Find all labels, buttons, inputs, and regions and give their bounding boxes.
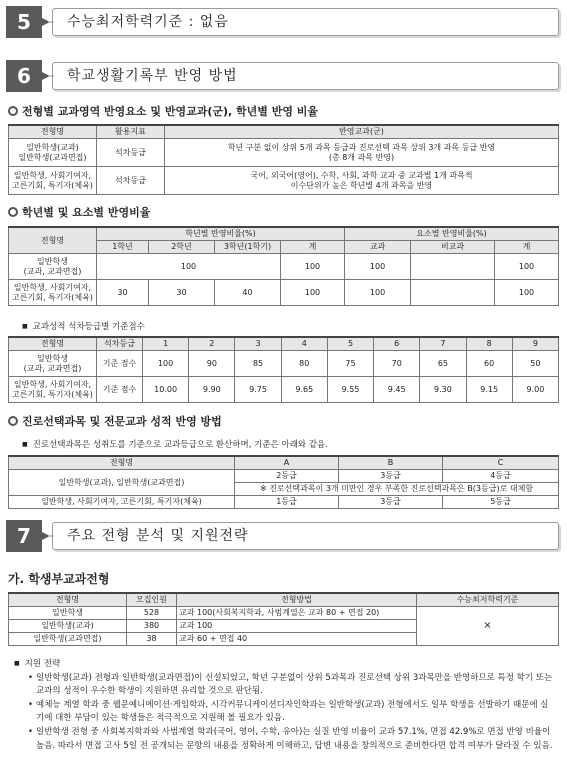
- cell: 9.90: [189, 377, 235, 403]
- cell: 일반학생(교과면접): [9, 633, 127, 646]
- ring-icon: [8, 207, 18, 217]
- col-header: 학년별 반영비율(%): [97, 227, 345, 241]
- subheading-text: 진로선택과목 및 전문교과 성적 반영 방법: [22, 415, 222, 428]
- col-header: C: [443, 456, 559, 470]
- cell: 일반학생, 사회기여자, 고른기회, 특기자(체육): [9, 280, 97, 306]
- col-header: 6: [374, 337, 420, 351]
- cell: 9.75: [235, 377, 281, 403]
- list-item: • 일반학생(교과) 전형과 일반학생(교과면접)이 신설되었고, 학년 구분없이 상위 5과목과 진로선택 상위 3과목만을 반영하므로 특정 학기 또는 교과의 성적이 우수한 학생이 지원하면 유리할 것으로 판단됨.: [28, 672, 554, 699]
- cell: 2등급: [235, 470, 339, 483]
- cell: 일반학생, 사회기여자, 고른기회, 특기자(체육): [9, 496, 235, 509]
- section-title: 주요 전형 분석 및 지원전략: [52, 522, 559, 550]
- col-header: 3: [235, 337, 281, 351]
- col-header: 4: [281, 337, 327, 351]
- cell: 100: [345, 254, 411, 280]
- col-header: 3학년(1학기): [215, 241, 281, 254]
- cell: 일반학생(교과) 일반학생(교과면접): [9, 139, 97, 167]
- cell: 65: [420, 351, 466, 377]
- cell: 3등급: [339, 496, 443, 509]
- cell: 일반학생 (교과, 교과면접): [9, 254, 97, 280]
- note-1: ■ 교과성적 석차등급별 기준점수: [22, 320, 145, 332]
- col-header: 9: [512, 337, 558, 351]
- cell: 일반학생(교과): [9, 620, 127, 633]
- cell: 100: [143, 351, 189, 377]
- list-item: • 일반학생 전형 중 사회복지학과와 사범계열 학과(국어, 영어, 수학, 유아)는 실질 반영 비율이 교과 57.1%, 면접 42.9%로 면접 반영 비율이 높음. 따라서 면접 고사 5일 전 공개되는 문항의 내용을 정확하게 이해하고, 답변 내용을 창의적으로 준비한다면 합격 여부가 달라질 수 있음.: [28, 726, 554, 753]
- cell: 학년 구분 없이 상위 5개 과목 등급과 진로선택 과목 상위 3개 과목 등급 반영 (총 8개 과목 반영): [165, 139, 559, 167]
- subheading-1: [8, 103, 318, 119]
- cell: 9.00: [512, 377, 558, 403]
- cell: 교과 100(사회복지학과, 사범계열은 교과 80 + 면접 20): [177, 607, 417, 620]
- cell: 9.30: [420, 377, 466, 403]
- col-header: 5: [327, 337, 373, 351]
- cell: 교과 100: [177, 620, 417, 633]
- section-title: 학교생활기록부 반영 방법: [52, 62, 559, 90]
- section-number: 5: [6, 6, 42, 38]
- cell: 30: [149, 280, 215, 306]
- strategy-heading: ■ 지원 전략: [14, 658, 554, 672]
- cell: 5등급: [443, 496, 559, 509]
- cell: 100: [281, 280, 345, 306]
- heading-ga: 가. 학생부교과전형: [8, 572, 110, 586]
- col-header: A: [235, 456, 339, 470]
- cell: 380: [127, 620, 177, 633]
- table-career-subjects: [8, 455, 559, 509]
- cell: 기준 점수: [97, 377, 143, 403]
- cell: 100: [281, 254, 345, 280]
- cell: 기준 점수: [97, 351, 143, 377]
- cell: 75: [327, 351, 373, 377]
- note-2: ■ 진로선택과목은 성취도를 기준으로 교과등급으로 환산하며, 기준은 아래와 같음.: [22, 438, 328, 450]
- cell: 100: [495, 280, 559, 306]
- cell: 38: [127, 633, 177, 646]
- section-number: 7: [6, 520, 42, 552]
- cell: [411, 280, 495, 306]
- cell: 90: [189, 351, 235, 377]
- cell: [411, 254, 495, 280]
- col-header: 비교과: [411, 241, 495, 254]
- cell: 50: [512, 351, 558, 377]
- cell: ×: [417, 607, 559, 646]
- table-year-ratio: [8, 226, 559, 306]
- cell: 국어, 외국어(영어), 수학, 사회, 과학 교과 중 교과별 1개 과목씩 이수단위가 높은 학년별 4개 과목을 반영: [165, 167, 559, 195]
- cell: 4등급: [443, 470, 559, 483]
- cell: 80: [281, 351, 327, 377]
- cell: 일반학생 (교과, 교과면접): [9, 351, 97, 377]
- cell: 100: [97, 254, 281, 280]
- cell: 70: [374, 351, 420, 377]
- cell: 일반학생, 사회기여자, 고른기회, 특기자(체육): [9, 377, 97, 403]
- col-header: 2: [189, 337, 235, 351]
- cell: 교과 60 + 면접 40: [177, 633, 417, 646]
- table-reflected-subjects: [8, 124, 559, 195]
- col-header: 수능최저학력기준: [417, 593, 559, 607]
- table-grade-scores: [8, 336, 559, 403]
- cell: 60: [466, 351, 512, 377]
- cell: 석차등급: [97, 139, 165, 167]
- col-header: 전형명: [9, 337, 97, 351]
- section-5-header: [6, 6, 559, 38]
- section-6-header: [6, 60, 559, 92]
- col-header: 8: [466, 337, 512, 351]
- col-header: 전형명: [9, 456, 235, 470]
- cell: 9.65: [281, 377, 327, 403]
- cell: 일반학생: [9, 607, 127, 620]
- col-header: 교과: [345, 241, 411, 254]
- cell: 일반학생(교과), 일반학생(교과면접): [9, 470, 235, 496]
- cell: 100: [495, 254, 559, 280]
- cell: 85: [235, 351, 281, 377]
- col-header: 계: [281, 241, 345, 254]
- strategy-list: [14, 672, 554, 754]
- subheading-2: [8, 204, 150, 220]
- col-header: 계: [495, 241, 559, 254]
- strategy-section: [14, 658, 554, 753]
- col-header: 석차등급: [97, 337, 143, 351]
- list-item: • 예체능 계열 학과 중 웹문예니메이션·게임학과, 시각커뮤니케이션디자인학과는 일반학생(교과) 전형에서도 일부 학생을 선발하기 때문에 실기에 대한 부담이 있는 학생들은 적극적으로 지원해 볼 필요가 있음.: [28, 699, 554, 726]
- section-number: 6: [6, 60, 42, 92]
- subheading-3: [8, 413, 222, 429]
- cell: 10.00: [143, 377, 189, 403]
- cell: 1등급: [235, 496, 339, 509]
- subheading-text: 전형별 교과영역 반영요소 및 반영교과(군), 학년별 반영 비율: [22, 105, 319, 118]
- cell: 석차등급: [97, 167, 165, 195]
- ring-icon: [8, 416, 18, 426]
- cell: 3등급: [339, 470, 443, 483]
- section-title: 수능최저학력기준 : 없음: [52, 8, 559, 36]
- cell: 528: [127, 607, 177, 620]
- cell: 9.15: [466, 377, 512, 403]
- col-header: B: [339, 456, 443, 470]
- col-header: 전형명: [9, 125, 97, 139]
- cell: 9.55: [327, 377, 373, 403]
- col-header: 7: [420, 337, 466, 351]
- col-header: 1학년: [97, 241, 149, 254]
- col-header: 반영교과(군): [165, 125, 559, 139]
- cell: 9.45: [374, 377, 420, 403]
- subheading-text: 학년별 및 요소별 반영비율: [22, 206, 151, 219]
- cell: 30: [97, 280, 149, 306]
- col-header: 요소별 반영비율(%): [345, 227, 559, 241]
- section-7-header: [6, 520, 559, 552]
- cell-note: ※ 진로선택과목이 3개 미만인 경우 부족한 진로선택과목은 B(3등급)로 대체함: [235, 483, 559, 496]
- cell: 40: [215, 280, 281, 306]
- col-header: 1: [143, 337, 189, 351]
- ring-icon: [8, 106, 18, 116]
- col-header: 전형방법: [177, 593, 417, 607]
- col-header: 전형명: [9, 227, 97, 254]
- cell: 일반학생, 사회기여자, 고른기회, 특기자(체육): [9, 167, 97, 195]
- col-header: 모집인원: [127, 593, 177, 607]
- cell: 100: [345, 280, 411, 306]
- col-header: 활용지표: [97, 125, 165, 139]
- table-selection: [8, 592, 559, 646]
- col-header: 전형명: [9, 593, 127, 607]
- col-header: 2학년: [149, 241, 215, 254]
